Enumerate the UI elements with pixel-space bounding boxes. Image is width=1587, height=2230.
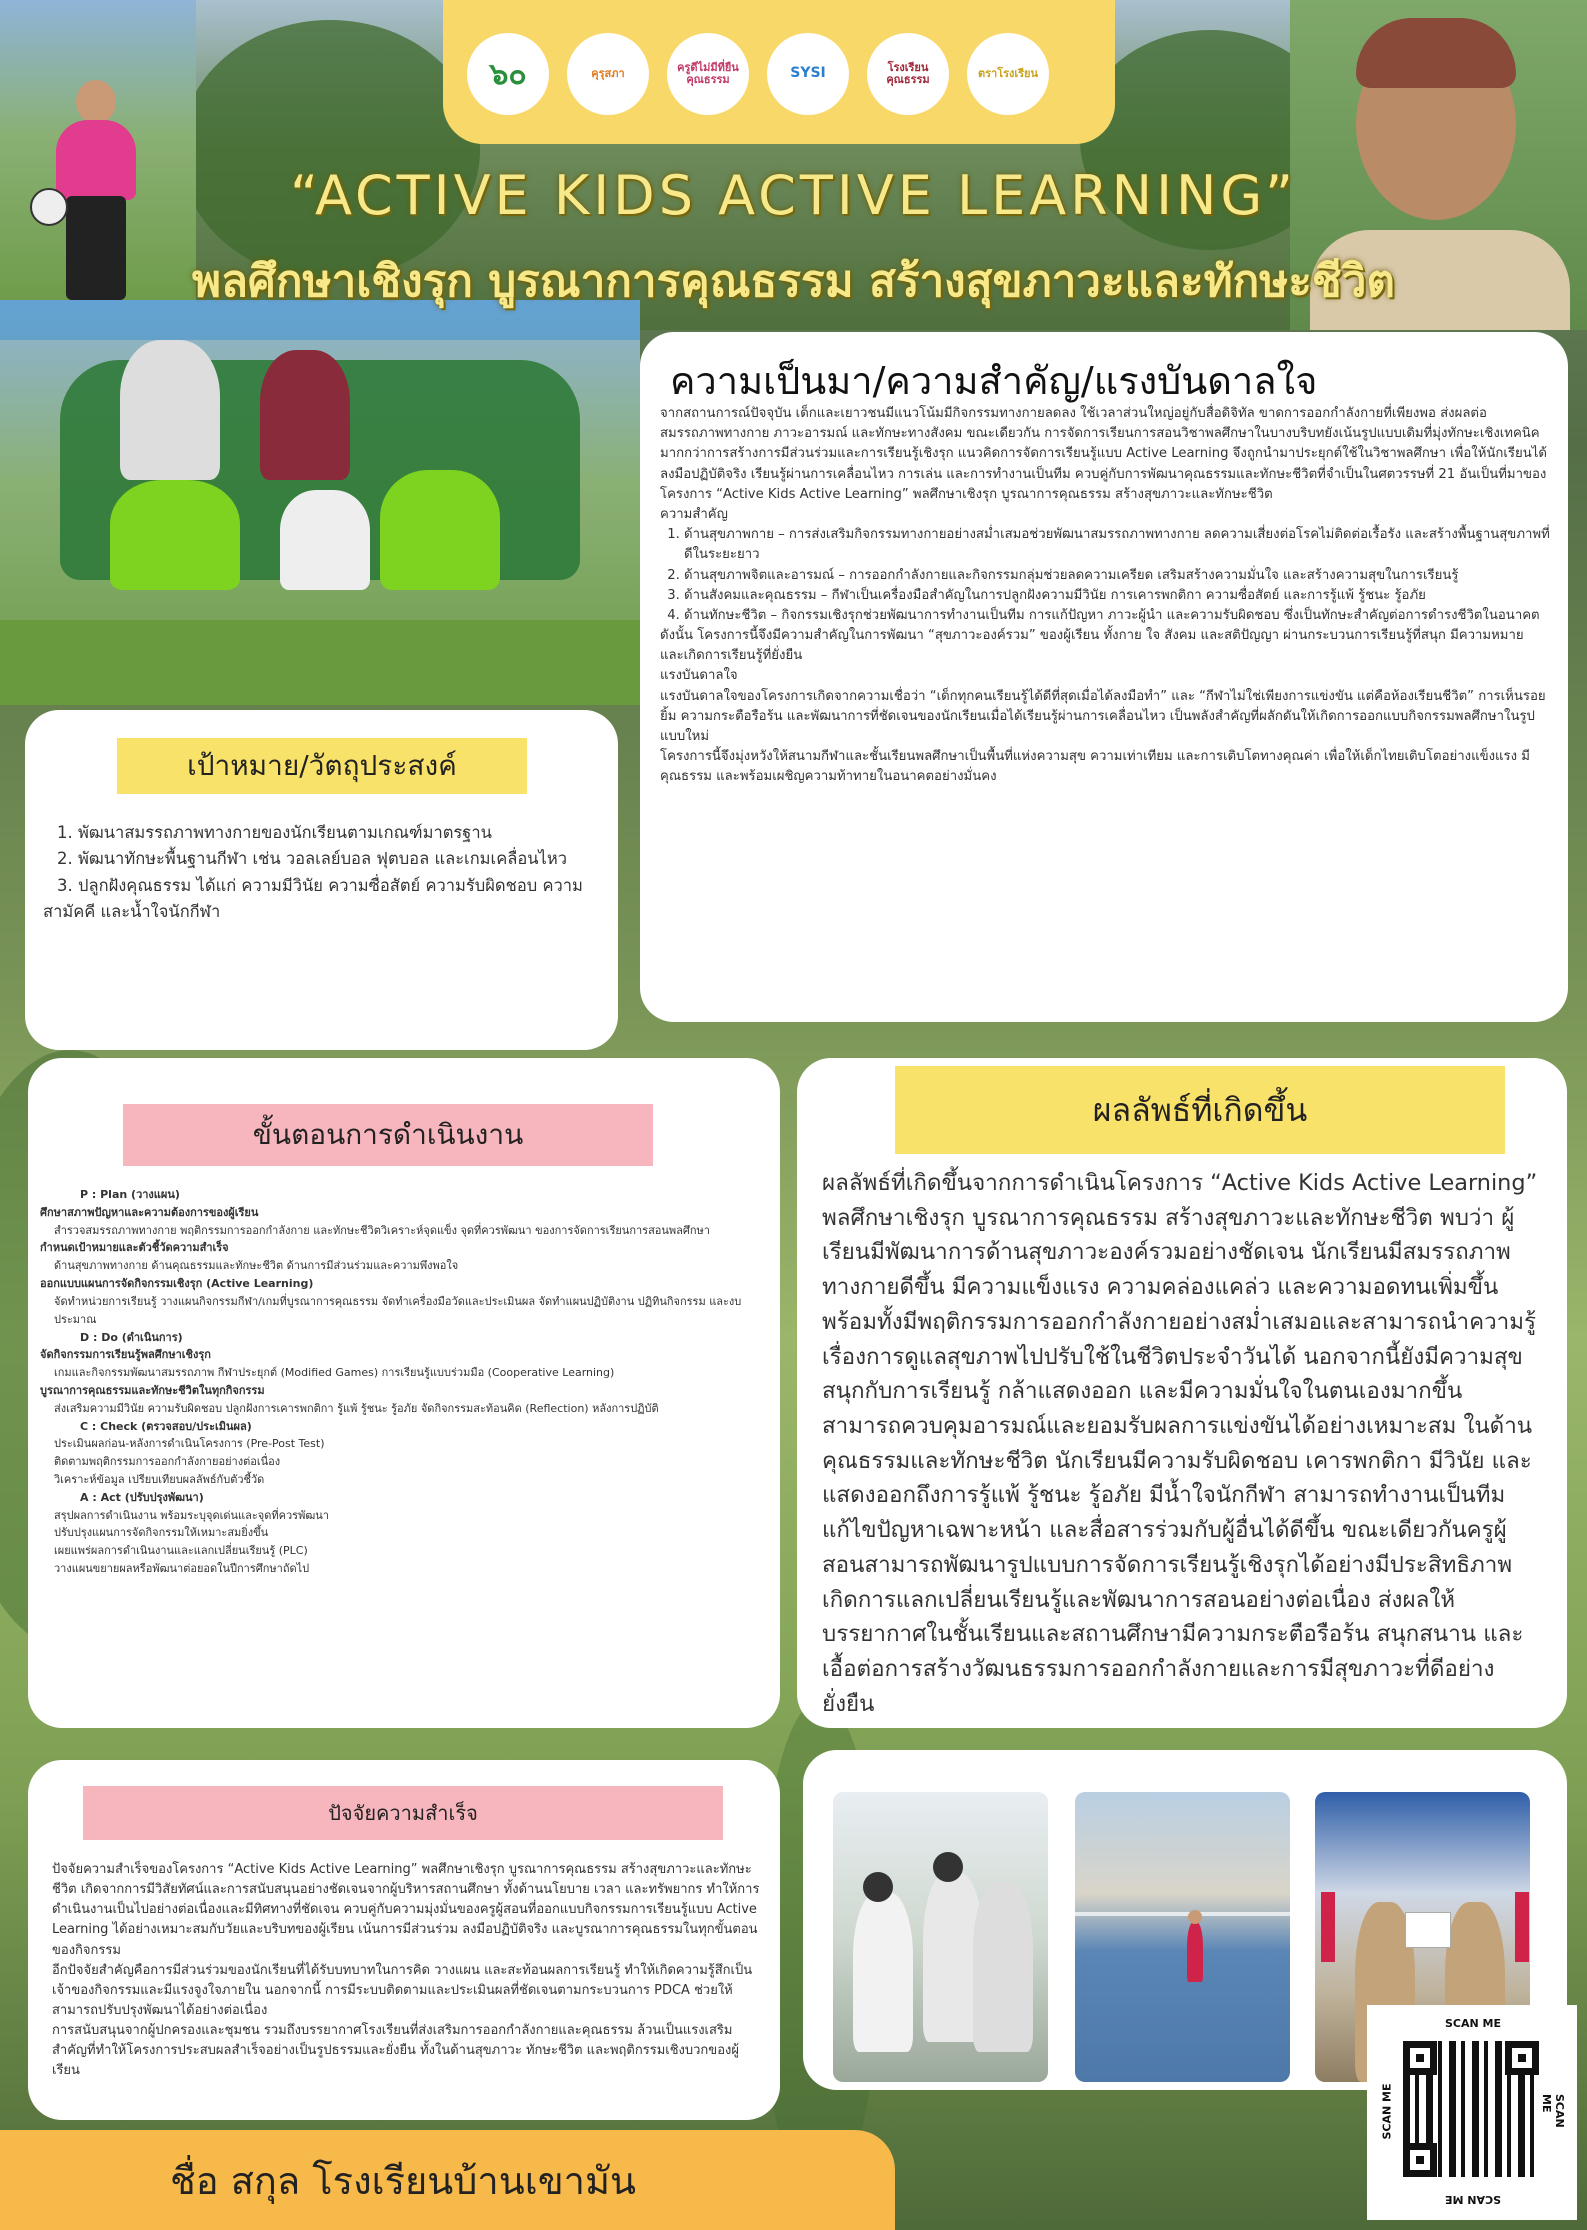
success-text xyxy=(52,1860,760,2082)
process-step-title: ศึกษาสภาพปัญหาและความต้องการของผู้เรียน xyxy=(40,1205,259,1219)
qr-code[interactable] xyxy=(1367,2005,1577,2220)
title-thai: พลศึกษาเชิงรุก บูรณาการคุณธรรม สร้างสุขภาวะและทักษะชีวิต xyxy=(191,256,1396,307)
process-step-detail: วางแผนขยายผลหรือพัฒนาต่อยอดในปีการศึกษาถัดไป xyxy=(54,1562,310,1576)
importance-item: 1. ด้านสุขภาพกาย – การส่งเสริมกิจกรรมทางกายอย่างสม่ำเสมอช่วยพัฒนาสมรรถภาพทางกาย ลดความเสี่ยงต่อโรคไม่ติดต่อเรื้อรัง และสร้างพื้นฐานสุขภาพที่ดีในระยะยาว xyxy=(684,525,1550,565)
logo-morality-teacher-icon: ครูดีไม่มีที่ยืน คุณธรรม xyxy=(667,33,749,115)
logo-moral-school-icon: โรงเรียนคุณธรรม xyxy=(867,33,949,115)
author-name: ชื่อ สกุล โรงเรียนบ้านเขามัน xyxy=(170,2158,637,2203)
objective-item: 3. ปลูกฝังคุณธรรม ได้แก่ ความมีวินัย ความซื่อสัตย์ ความรับผิดชอบ ความสามัคคี และน้ำใจนักกีฬา xyxy=(43,875,583,922)
importance-label: ความสำคัญ xyxy=(660,506,728,522)
process-step-detail: เผยแพร่ผลการดำเนินงานและแลกเปลี่ยนเรียนรู้ (PLC) xyxy=(54,1544,308,1558)
process-step-detail: ด้านสุขภาพทางกาย ด้านคุณธรรมและทักษะชีวิต ด้านการมีส่วนร่วมและความพึงพอใจ xyxy=(54,1259,459,1273)
process-steps xyxy=(40,1186,768,1578)
process-step-detail: จัดทำหน่วยการเรียนรู้ วางแผนกิจกรรมกีฬา/เกมที่บูรณาการคุณธรรม จัดทำเครื่องมือวัดและประเมินผล จัดทำแผนปฏิบัติงาน ปฏิทินกิจกรรม และงบประมาณ xyxy=(54,1294,742,1326)
qr-eye xyxy=(1403,2143,1437,2177)
process-phase: C : Check (ตรวจสอบ/ประเมินผล) xyxy=(80,1419,252,1433)
group-photo xyxy=(0,300,640,705)
qr-scan-label: SCAN ME xyxy=(1540,2094,1566,2128)
process-heading: ขั้นตอนการดำเนินงาน xyxy=(123,1104,653,1166)
process-step-detail: สำรวจสมรรถภาพทางกาย พฤติกรรมการออกกำลังกาย และทักษะชีวิตวิเคราะห์จุดแข็ง จุดที่ควรพัฒนา ของการจัดการเรียนการสอนพลศึกษา xyxy=(54,1223,710,1237)
qr-eye xyxy=(1505,2041,1539,2075)
importance-item: 2. ด้านสุขภาพจิตและอารมณ์ – การออกกำลังกายและกิจกรรมกลุ่มช่วยลดความเครียด เสริมสร้างความมั่นใจ และสร้างความสุขในการเรียนรู้ xyxy=(684,566,1550,586)
success-heading: ปัจจัยความสำเร็จ xyxy=(83,1786,723,1840)
logo-60-icon: ๖๐ xyxy=(467,33,549,115)
background-tree xyxy=(180,20,480,280)
author-name-bar xyxy=(0,2130,895,2230)
process-card xyxy=(28,1058,780,1728)
importance-conclusion: ดังนั้น โครงการนี้จึงมีความสำคัญในการพัฒนา “สุขภาวะองค์รวม” ของผู้เรียน ทั้งกาย ใจ สังคม และสติปัญญา ผ่านกระบวนการเรียนรู้ที่สนุก มีความหมาย และเกิดการเรียนรู้ที่ยั่งยืน xyxy=(660,628,1524,664)
objectives-card xyxy=(25,710,618,1050)
success-paragraph: อีกปัจจัยสำคัญคือการมีส่วนร่วมของนักเรียนที่ได้รับบทบาทในการคิด วางแผน และสะท้อนผลการเรียนรู้ ทำให้เกิดความรู้สึกเป็นเจ้าของกิจกรรมและมีแรงจูงใจภายใน นอกจากนี้ การมีระบบติดตามและประเมินผลที่ชัดเจนตามกระบวนการ PDCA ช่วยให้สามารถปรับปรุงพัฒนาได้อย่างต่อเนื่อง xyxy=(52,1962,753,2018)
qr-eye xyxy=(1403,2041,1437,2075)
process-step-detail: วิเคราะห์ข้อมูล เปรียบเทียบผลลัพธ์กับตัวชี้วัด xyxy=(54,1473,265,1486)
objective-item: 1. พัฒนาสมรรถภาพทางกายของนักเรียนตามเกณฑ์มาตรฐาน xyxy=(57,823,492,842)
inspiration-label: แรงบันดาลใจ xyxy=(660,668,738,684)
process-phase: A : Act (ปรับปรุงพัฒนา) xyxy=(80,1490,204,1504)
success-paragraph: การสนับสนุนจากผู้ปกครองและชุมชน รวมถึงบรรยากาศโรงเรียนที่ส่งเสริมการออกกำลังกายและคุณธรรม ล้วนเป็นแรงเสริมสำคัญที่ทำให้โครงการประสบผลสำเร็จอย่างเป็นรูปธรรมและยั่งยืน ทั้งในด้านสุขภาวะ ทักษะชีวิต และพฤติกรรมเชิงบวกของผู้เรียน xyxy=(52,2023,739,2079)
logo-school-emblem-icon: ตราโรงเรียน xyxy=(967,33,1049,115)
logo-sysi-icon: SYSI xyxy=(767,33,849,115)
qr-scan-label: SCAN ME xyxy=(1380,2083,1394,2140)
results-text: ผลลัพธ์ที่เกิดขึ้นจากการดำเนินโครงการ “Active Kids Active Learning” พลศึกษาเชิงรุก บูรณาการคุณธรรม สร้างสุขภาวะและทักษะชีวิต พบว่า ผู้เรียนมีพัฒนาการด้านสุขภาวะองค์รวมอย่างชัดเจน นักเรียนมีสมรรถภาพทางกายดีขึ้น มีความแข็งแรง ความคล่องแคล่ว และความอดทนเพิ่มขึ้น พร้อมทั้งมีพฤติกรรมการออกกำลังกายอย่างสม่ำเสมอและสามารถนำความรู้เรื่องการดูแลสุขภาพไปปรับใช้ในชีวิตประจำวันได้ นอกจากนี้ยังมีความสุข สนุกกับการเรียนรู้ กล้าแสดงออก และมีความมั่นใจในตนเองมากขึ้น สามารถควบคุมอารมณ์และยอมรับผลการแข่งขันได้อย่างเหมาะสม ในด้านคุณธรรมและทักษะชีวิต นักเรียนมีความรับผิดชอบ เคารพกติกา มีวินัย และแสดงออกถึงการรู้แพ้ รู้ชนะ รู้อภัย มีน้ำใจนักกีฬา สามารถทำงานเป็นทีม แก้ไขปัญหาเฉพาะหน้า และสื่อสารร่วมกับผู้อื่นได้ดีขึ้น ขณะเดียวกันครูผู้สอนสามารถพัฒนารูปแบบการจัดการเรียนรู้เชิงรุกได้อย่างมีประสิทธิภาพ เกิดการแลกเปลี่ยนเรียนรู้และพัฒนาการสอนอย่างต่อเนื่อง ส่งผลให้บรรยากาศในชั้นเรียนและสถานศึกษามีความกระตือรือร้น สนุกสนาน และเอื้อต่อการสร้างวัฒนธรรมการออกกำลังกายและการมีสุขภาวะที่ดีอย่างยั่งยืน xyxy=(822,1170,1538,1717)
results-card xyxy=(797,1058,1567,1728)
process-step-title: จัดกิจกรรมการเรียนรู้พลศึกษาเชิงรุก xyxy=(40,1348,211,1362)
activity-photo-classroom xyxy=(833,1792,1048,2082)
closing-text: โครงการนี้จึงมุ่งหวังให้สนามกีฬาและชั้นเรียนพลศึกษาเป็นพื้นที่แห่งความสุข ความเท่าเทียม และการเติบโตทางคุณค่า เพื่อให้เด็กไทยเติบโตอย่างแข็งแรง มีคุณธรรม และพร้อมเผชิญความท้าทายในอนาคตอย่างมั่นคง xyxy=(660,749,1530,785)
process-step-title: ออกแบบแผนการจัดกิจกรรมเชิงรุก (Active Learning) xyxy=(40,1277,314,1291)
process-phase: D : Do (ดำเนินการ) xyxy=(80,1330,183,1344)
process-step-detail: ปรับปรุงแผนการจัดกิจกรรมให้เหมาะสมยิ่งขึ้น xyxy=(54,1526,269,1540)
logo-khurusapha-icon: คุรุสภา xyxy=(567,33,649,115)
activity-photo-court xyxy=(1075,1792,1290,2082)
title-english: “ACTIVE KIDS ACTIVE LEARNING” xyxy=(289,164,1298,227)
objectives-heading: เป้าหมาย/วัตถุประสงค์ xyxy=(117,738,527,794)
process-step-detail: สรุปผลการดำเนินงาน พร้อมระบุจุดเด่นและจุดที่ควรพัฒนา xyxy=(54,1508,329,1522)
success-card xyxy=(28,1760,780,2120)
process-step-title: กำหนดเป้าหมายและตัวชี้วัดความสำเร็จ xyxy=(40,1241,229,1255)
process-step-title: บูรณาการคุณธรรมและทักษะชีวิตในทุกกิจกรรม xyxy=(40,1383,265,1397)
process-phase: P : Plan (วางแผน) xyxy=(80,1188,180,1201)
logo-bar xyxy=(443,0,1115,144)
inspiration-text: แรงบันดาลใจของโครงการเกิดจากความเชื่อว่า “เด็กทุกคนเรียนรู้ได้ดีที่สุดเมื่อได้ลงมือทำ” และ “กีฬาไม่ใช่เพียงการแข่งขัน แต่คือห้องเรียนชีวิต” การเห็นรอยยิ้ม ความกระตือรือร้น และพัฒนาการที่ชัดเจนของนักเรียนเมื่อได้เรียนรู้ผ่านการเคลื่อนไหว เป็นพลังสำคัญที่ผลักดันให้เกิดการออกแบบกิจกรรมพลศึกษาในรูปแบบใหม่ xyxy=(660,688,1546,744)
process-step-detail: ติดตามพฤติกรรมการออกกำลังกายอย่างต่อเนื่อง xyxy=(54,1455,281,1469)
background-card xyxy=(640,332,1568,1022)
process-step-detail: ส่งเสริมความมีวินัย ความรับผิดชอบ ปลูกฝังการเคารพกติกา รู้แพ้ รู้ชนะ รู้อภัย จัดกิจกรรมสะท้อนคิด (Reflection) หลังการปฏิบัติ xyxy=(54,1401,659,1415)
qr-scan-label: SCAN ME xyxy=(1445,2193,1502,2206)
background-body xyxy=(660,404,1550,788)
process-step-detail: ประเมินผลก่อน-หลังการดำเนินโครงการ (Pre-Post Test) xyxy=(54,1437,325,1451)
background-intro: จากสถานการณ์ปัจจุบัน เด็กและเยาวชนมีแนวโน้มมีกิจกรรมทางกายลดลง ใช้เวลาส่วนใหญ่อยู่กับสื่อดิจิทัล ขาดการออกกำลังกายที่เพียงพอ ส่งผลต่อสมรรถภาพทางกาย ภาวะอารมณ์ และทักษะทางสังคม ขณะเดียวกัน การจัดการเรียนการสอนวิชาพลศึกษาในบางบริบทยังเน้นรูปแบบเดิมที่มุ่งทักษะเชิงเทคนิคมากกว่าการสร้างการมีส่วนร่วมและการเรียนรู้เชิงรุก แนวคิดการจัดการเรียนรู้แบบ Active Learning จึงถูกนำมาประยุกต์ใช้ในวิชาพลศึกษา เพื่อให้นักเรียนได้ลงมือปฏิบัติจริง เรียนรู้ผ่านการเคลื่อนไหว การเล่น และการทำงานเป็นทีม ควบคู่กับการพัฒนาคุณธรรมและทักษะชีวิตที่จำเป็นในศตวรรษที่ 21 อันเป็นที่มาของโครงการ “Active Kids Active Learning” พลศึกษาเชิงรุก บูรณาการคุณธรรม สร้างสุขภาวะและทักษะชีวิต xyxy=(660,406,1547,502)
importance-item: 3. ด้านสังคมและคุณธรรม – กีฬาเป็นเครื่องมือสำคัญในการปลูกฝังความมีวินัย การเคารพกติกา ความซื่อสัตย์ และการรู้แพ้ รู้ชนะ รู้อภัย xyxy=(684,586,1550,606)
background-heading: ความเป็นมา/ความสำคัญ/แรงบันดาลใจ xyxy=(670,359,1318,403)
importance-item: 4. ด้านทักษะชีวิต – กิจกรรมเชิงรุกช่วยพัฒนาการทำงานเป็นทีม การแก้ปัญหา ภาวะผู้นำ และความรับผิดชอบ ซึ่งเป็นทักษะสำคัญต่อการดำรงชีวิตในอนาคต xyxy=(684,606,1550,626)
importance-list xyxy=(660,525,1550,626)
process-step-detail: เกมและกิจกรรมพัฒนาสมรรถภาพ กีฬาประยุกต์ (Modified Games) การเรียนรู้แบบร่วมมือ (Cooperative Learning) xyxy=(54,1366,615,1380)
success-paragraph: ปัจจัยความสำเร็จของโครงการ “Active Kids Active Learning” พลศึกษาเชิงรุก บูรณาการคุณธรรม สร้างสุขภาวะและทักษะชีวิต เกิดจากการมีวิสัยทัศน์และการสนับสนุนอย่างชัดเจนจากผู้บริหารสถานศึกษา ทั้งด้านนโยบาย เวลา และทรัพยากร ทำให้การดำเนินงานเป็นไปอย่างต่อเนื่องและมีทิศทางที่ชัดเจน ควบคู่กับความมุ่งมั่นของครูผู้สอนที่ออกแบบกิจกรรมการเรียนรู้แบบ Active Learning ได้อย่างเหมาะสมกับวัยและบริบทของผู้เรียน เน้นการมีส่วนร่วม ลงมือปฏิบัติจริง และบูรณาการคุณธรรมในทุกขั้นตอนของกิจกรรม xyxy=(52,1862,760,1958)
objective-item: 2. พัฒนาทักษะพื้นฐานกีฬา เช่น วอลเลย์บอล ฟุตบอล และเกมเคลื่อนไหว xyxy=(57,849,567,869)
results-heading: ผลลัพธ์ที่เกิดขึ้น xyxy=(895,1066,1505,1154)
qr-scan-label: SCAN ME xyxy=(1445,2017,1502,2030)
objectives-list xyxy=(43,820,598,926)
